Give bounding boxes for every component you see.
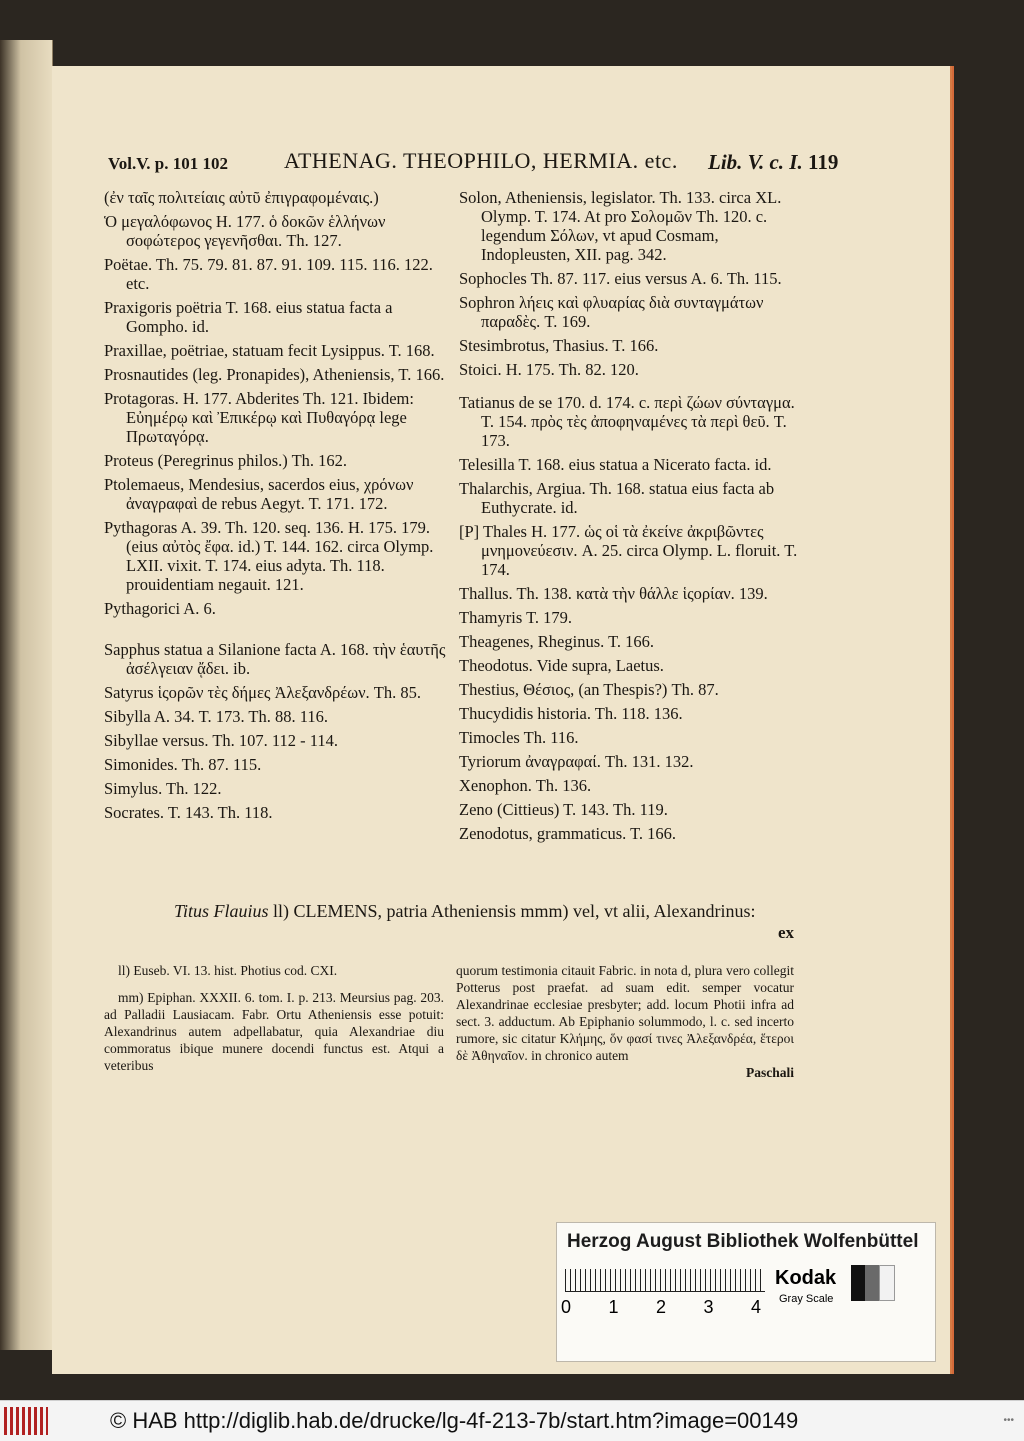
index-entry: Simylus. Th. 122. xyxy=(104,779,222,798)
index-entry: Solon, Atheniensis, legislator. Th. 133. circa XL. Olymp. T. 174. At pro Σολομῶν Th. 120. c. legendum Σόλων, vt apud Cosmam, Indopleusten, XII. pag. 342. xyxy=(459,188,782,264)
index-entry: Praxigoris poëtria T. 168. eius statua facta a Gompho. id. xyxy=(104,298,393,336)
kodak-logo: Kodak xyxy=(775,1267,837,1289)
index-entry: Proteus (Peregrinus philos.) Th. 162. xyxy=(104,451,348,470)
index-entry: [P] Thales H. 177. ὡς οἱ τὰ ἐκείνε ἀκριβῶντες μνημονεύεσιν. A. 25. circa Olymp. L. floruit. T. 174. xyxy=(459,522,798,579)
index-entry: Zenodotus, grammaticus. T. 166. xyxy=(459,824,677,843)
scale-number: 0 xyxy=(561,1297,572,1317)
index-entry: Poëtae. Th. 75. 79. 81. 87. 91. 109. 115. 116. 122. etc. xyxy=(104,255,433,293)
gray-scale-label: Gray Scale xyxy=(779,1293,834,1305)
index-entry: Socrates. T. 143. Th. 118. xyxy=(104,803,273,822)
gray-patch xyxy=(865,1265,879,1301)
page-number: 119 xyxy=(808,150,839,174)
gray-patch xyxy=(879,1265,895,1301)
footnote: quorum testimonia citauit Fabric. in nota d, plura vero collegit Potterus post praefat. ad suam edit. semper vocatur Alexandrinae ecclesiae presbyter; add. locum Photii infra ad sect. 3. adductum. Ab Epiphanio solummodo, l. c. sed incerto rumore, sic citatur Κλήμης, ὅν φασί τινες Ἀλεξανδρέα, ἕτεροι δὲ Ἀθηναῖον. in chronico autem xyxy=(456,963,794,1063)
index-entry: Xenophon. Th. 136. xyxy=(459,776,592,795)
book-page xyxy=(52,66,952,1374)
index-entry: Theagenes, Rheginus. T. 166. xyxy=(459,632,655,651)
index-entry: Satyrus ἱςορῶν τὲς δήμες Ἀλεξανδρέων. Th. 85. xyxy=(104,683,421,702)
index-column-right xyxy=(459,188,804,848)
index-entry: Prosnautides (leg. Pronapides), Atheniensis, T. 166. xyxy=(104,365,445,384)
footnote-catchword: Paschali xyxy=(745,1065,794,1080)
index-entry: Thamyris T. 179. xyxy=(459,608,573,627)
gray-patches xyxy=(851,1265,895,1301)
index-entry: Sibyllae versus. Th. 107. 112 - 114. xyxy=(104,731,339,750)
header-book-ref: Lib. V. c. I. xyxy=(708,150,803,174)
index-entry: Tatianus de se 170. d. 174. c. περὶ ζώων σύνταγμα. T. 154. πρὸς τὲς ἀποφηναμένες τὰ περὶ θεῦ. T. 173. xyxy=(459,393,795,450)
scale-number: 2 xyxy=(655,1297,666,1317)
catchword: ex xyxy=(777,923,794,942)
footnotes-left xyxy=(104,962,444,1084)
more-icon[interactable]: ••• xyxy=(1003,1415,1014,1426)
index-entry: Pythagorici A. 6. xyxy=(104,599,216,618)
gray-patch xyxy=(851,1265,865,1301)
footnotes-right xyxy=(456,962,794,1095)
body-sentence xyxy=(104,900,794,922)
index-entry: Zeno (Cittieus) T. 143. Th. 119. xyxy=(459,800,668,819)
footnote: ll) Euseb. VI. 13. hist. Photius cod. CXI. xyxy=(118,963,338,978)
index-entry: Simonides. Th. 87. 115. xyxy=(104,755,262,774)
header-title: ATHENAG. THEOPHILO, HERMIA. etc. xyxy=(284,148,678,173)
hab-logo-icon xyxy=(4,1407,48,1435)
scale-number: 4 xyxy=(750,1297,761,1317)
index-entry: Ptolemaeus, Mendesius, sacerdos eius, χρόνων ἀναγραφαὶ de rebus Aegyt. T. 171. 172. xyxy=(104,475,414,513)
scale-numbers xyxy=(561,1297,761,1318)
left-page-edge xyxy=(0,40,53,1350)
body-main: ll) CLEMENS, patria Atheniensis mmm) vel, vt alii, Alexandrinus: xyxy=(268,901,756,921)
body-text xyxy=(104,900,794,944)
index-entry: Theodotus. Vide supra, Laetus. xyxy=(459,656,664,675)
index-entry: Thalarchis, Argiua. Th. 168. statua eius facta ab Euthycrate. id. xyxy=(459,479,775,517)
body-titus: Titus Flauius xyxy=(174,901,269,921)
index-entry: Thucydidis historia. Th. 118. 136. xyxy=(459,704,683,723)
index-entry: Sapphus statua a Silanione facta A. 168. τὴν ἑαυτῆς ἀσέλγειαν ᾄδει. ib. xyxy=(104,640,446,678)
scale-number: 1 xyxy=(608,1297,619,1317)
footer-copyright-url[interactable]: © HAB http://diglib.hab.de/drucke/lg-4f-213-7b/start.htm?image=00149 xyxy=(110,1408,799,1433)
viewer-footer xyxy=(0,1400,1024,1441)
index-entry: Tyriorum ἀναγραφαί. Th. 131. 132. xyxy=(459,752,694,771)
index-entry: Thestius, Θέσιος, (an Thespis?) Th. 87. xyxy=(459,680,719,699)
library-color-card xyxy=(556,1222,936,1362)
library-name: Herzog August Bibliothek Wolfenbüttel xyxy=(567,1231,919,1252)
index-entry: Telesilla T. 168. eius statua a Nicerato facta. id. xyxy=(459,455,772,474)
index-entry: Sophron λήεις καὶ φλυαρίας διὰ συνταγμάτων παραδὲς. T. 169. xyxy=(459,293,764,331)
index-entry: Sibylla A. 34. T. 173. Th. 88. 116. xyxy=(104,707,328,726)
index-entry: Thallus. Th. 138. κατὰ τὴν θάλλε ἱςορίαν. 139. xyxy=(459,584,768,603)
running-head xyxy=(108,148,848,178)
index-entry: Pythagoras A. 39. Th. 120. seq. 136. H. 175. 179. (eius αὐτὸς ἔφα. id.) T. 144. 162. circa Olymp. LXII. vixit. T. 174. eius adyta. Th. 118. prouidentiam negauit. 121. xyxy=(104,518,434,594)
ruler-scale xyxy=(565,1269,765,1292)
index-entry: Sophocles Th. 87. 117. eius versus A. 6. Th. 115. xyxy=(459,269,782,288)
scale-number: 3 xyxy=(703,1297,714,1317)
index-entry: Timocles Th. 116. xyxy=(459,728,579,747)
index-entry: Praxillae, poëtriae, statuam fecit Lysippus. T. 168. xyxy=(104,341,435,360)
index-column-left xyxy=(104,188,449,827)
footnote: mm) Epiphan. XXXII. 6. tom. I. p. 213. Meursius pag. 203. ad Palladii Lausiacam. Fabr. Ortu Atheniensis esse potuit: Alexandrinus autem adpellabatur, quia Alexandriae diu commoratus ibique munere docendi functus est. Atqui a veteribus xyxy=(104,990,444,1073)
index-entry: (ἐν ταῖς πολιτείαις αὐτῦ ἐπιγραφομέναις.) xyxy=(104,188,379,207)
index-entry: Stesimbrotus, Thasius. T. 166. xyxy=(459,336,659,355)
index-entry: Stoici. H. 175. Th. 82. 120. xyxy=(459,360,639,379)
header-volume-ref: Vol.V. p. 101 102 xyxy=(108,154,228,173)
index-entry: Protagoras. H. 177. Abderites Th. 121. Ibidem: Εὐημέρῳ καὶ Ἐπικέρῳ καὶ Πυθαγόρᾳ lege Πρωταγόρᾳ. xyxy=(104,389,414,446)
index-entry: Ὁ μεγαλόφωνος H. 177. ὁ δοκῶν ἑλλήνων σοφώτερος γεγενῆσθαι. Th. 127. xyxy=(104,212,386,250)
